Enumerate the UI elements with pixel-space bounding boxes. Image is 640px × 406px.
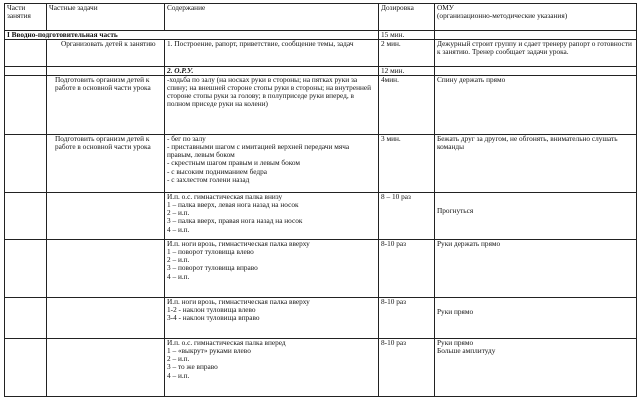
header-notes: ОМУ (организационно-методические указания)	[435, 4, 637, 31]
table-row	[5, 40, 637, 67]
section-dose: 15 мин.	[379, 31, 435, 40]
row-content: 1. Построение, рапорт, приветствие, сообщение темы, задач	[165, 40, 379, 67]
section-title: I Вводно-подготовительная часть	[5, 31, 379, 40]
row-dose: 8-10 раз	[379, 298, 435, 339]
table-row	[5, 339, 637, 397]
row-dose: 8-10 раз	[379, 339, 435, 397]
row-notes: Руки держать прямо	[435, 240, 637, 298]
row-content: И.п. о.с. гимнастическая палка внизу 1 – палка вверх, левая нога назад на носок 2 – и.п. 3 – палка вверх, правая нога назад на носок 4 – и.п.	[165, 193, 379, 240]
table-row	[5, 67, 637, 76]
lesson-plan-table	[4, 3, 637, 397]
row-dose: 4мин.	[379, 76, 435, 135]
row-task	[47, 67, 165, 76]
row-task	[47, 298, 165, 339]
row-content: -ходьба по залу (на носках руки в стороны; на пятках руки за спину; на внешней стороне стопы руки в стороны; на внутренней стороне стопы руки за голову; в полуприседе руки вперед, в полном приседе руки на колени)	[165, 76, 379, 135]
row-dose: 3 мин.	[379, 135, 435, 193]
table-row	[5, 193, 637, 240]
header-content: Содержание	[165, 4, 379, 31]
row-dose: 8-10 раз	[379, 240, 435, 298]
table-row	[5, 76, 637, 135]
row-notes: Руки прямо Больше амплитуду	[435, 339, 637, 397]
table-row	[5, 135, 637, 193]
row-content: И.п. ноги врозь, гимнастическая палка вверху 1 – поворот туловища влево 2 – и.п. 3 – поворот туловища вправо 4 – и.п.	[165, 240, 379, 298]
row-notes: Дежурный строит группу и сдает тренеру рапорт о готовности к занятию. Тренер сообщает задачи урока.	[435, 40, 637, 67]
header-part: Части занятия	[5, 4, 47, 31]
row-task	[47, 193, 165, 240]
row-notes: Бежать друг за другом, не обгонять, внимательно слушать команды	[435, 135, 637, 193]
row-notes	[435, 67, 637, 76]
row-task: Организовать детей к занятию	[47, 40, 165, 67]
row-task: Подготовить организм детей к работе в основной части урока	[47, 76, 165, 135]
document	[4, 3, 636, 397]
header-tasks: Частные задачи	[47, 4, 165, 31]
row-notes: Спину держать прямо	[435, 76, 637, 135]
section-row	[5, 31, 637, 40]
row-content: 2. О.Р.У.	[165, 67, 379, 76]
row-dose: 8 – 10 раз	[379, 193, 435, 240]
row-dose: 12 мин.	[379, 67, 435, 76]
row-content: - бег по залу - приставными шагом с имитацией верхней передачи мяча правым, левым боком - скрестным шагом правым и левым боком - с высоким подниманием бедра - с захлестом голени назад	[165, 135, 379, 193]
table-row	[5, 298, 637, 339]
table-header-row	[5, 4, 637, 31]
row-task	[47, 339, 165, 397]
row-content: И.п. о.с. гимнастическая палка вперед 1 – «выкрут» руками влево 2 – и.п. 3 – то же вправо 4 – и.п.	[165, 339, 379, 397]
row-task	[47, 240, 165, 298]
table-row	[5, 240, 637, 298]
row-content: И.п. ноги врозь, гимнастическая палка вверху 1-2 - наклон туловища влево 3-4 - наклон туловища вправо	[165, 298, 379, 339]
row-task: Подготовить организм детей к работе в основной части урока	[47, 135, 165, 193]
section-notes	[435, 31, 637, 40]
row-notes: Прогнуться	[435, 193, 637, 240]
row-notes: Руки прямо	[435, 298, 637, 339]
header-dosage: Дозировка	[379, 4, 435, 31]
row-dose: 2 мин.	[379, 40, 435, 67]
